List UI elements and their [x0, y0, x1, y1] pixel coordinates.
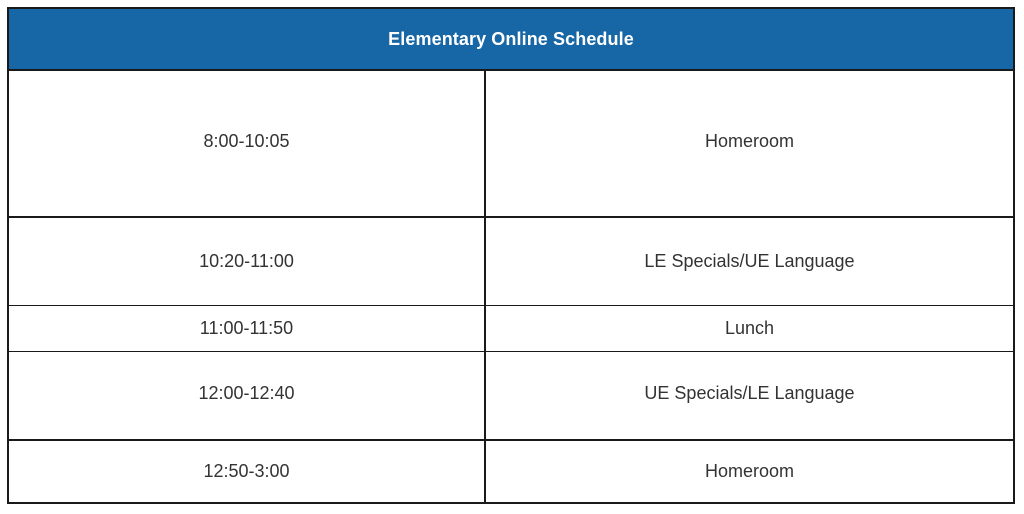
activity-cell: Homeroom	[704, 461, 795, 481]
time-cell: 12:00-12:40	[9, 352, 486, 439]
activity-cell: LE Specials/UE Language	[644, 251, 855, 271]
table-row	[9, 306, 1013, 352]
table-row	[9, 218, 1013, 306]
activity-cell: Homeroom	[704, 131, 795, 151]
time-cell: 8:00-10:05	[9, 71, 486, 216]
schedule-table	[7, 7, 1015, 504]
activity-cell: UE Specials/LE Language	[644, 383, 855, 403]
schedule-rows	[9, 71, 1013, 502]
time-cell: 10:20-11:00	[9, 218, 486, 305]
table-row	[9, 441, 1013, 502]
schedule-title: Elementary Online Schedule	[9, 9, 1013, 71]
table-row	[9, 352, 1013, 441]
time-cell: 12:50-3:00	[9, 441, 486, 502]
time-cell: 11:00-11:50	[9, 306, 486, 351]
table-row	[9, 71, 1013, 218]
activity-cell: Lunch	[724, 318, 775, 338]
